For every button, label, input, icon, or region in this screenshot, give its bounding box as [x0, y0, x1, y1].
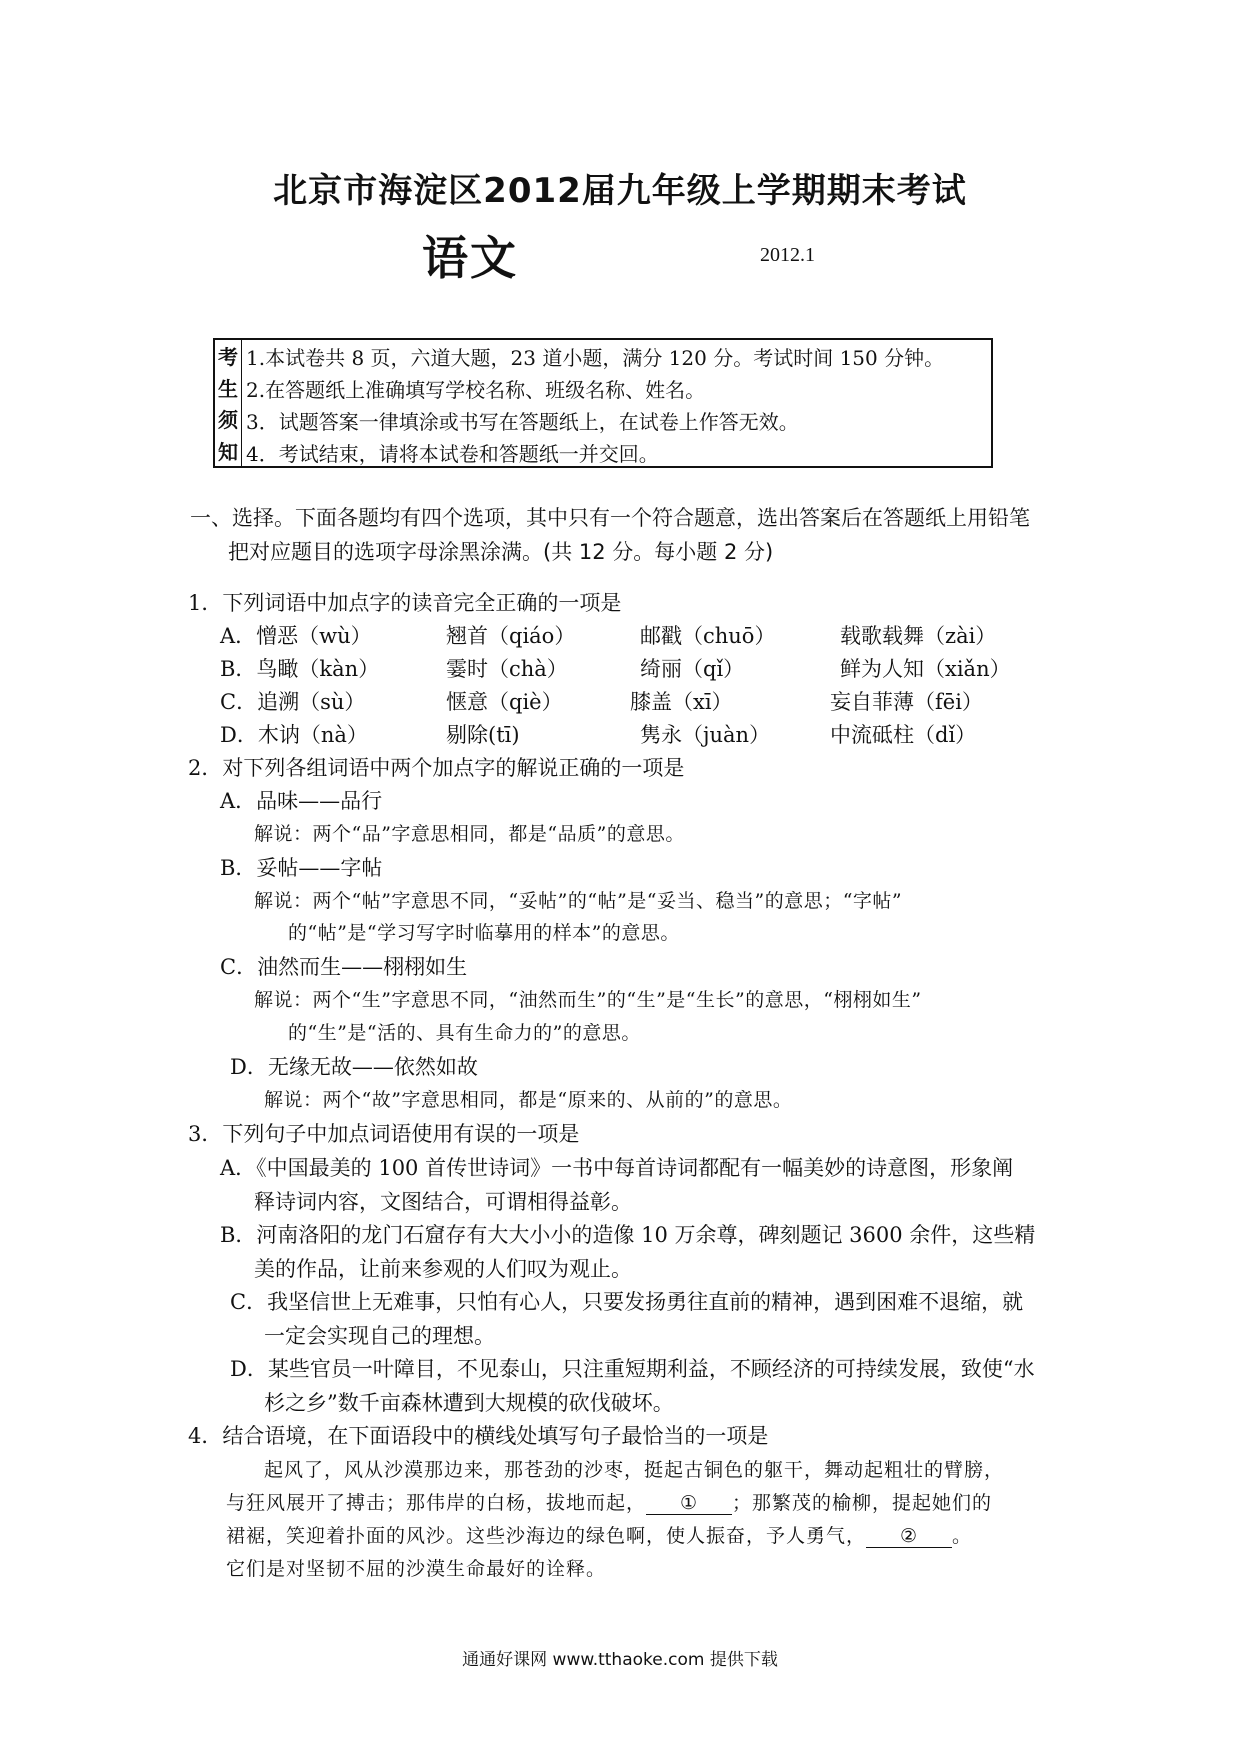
page-title: 北京市海淀区2012届九年级上学期期末考试 — [273, 171, 967, 211]
question-2-stem: 2．对下列各组词语中两个加点字的解说正确的一项是 — [188, 756, 685, 780]
notice-label-char: 考 — [218, 345, 238, 370]
question-3-stem: 3．下列句子中加点词语使用有误的一项是 — [188, 1122, 580, 1146]
q1-option: 霎时（chà） — [446, 657, 568, 681]
q4-passage-text: ；那繁茂的榆柳，提起她们的 — [732, 1492, 993, 1514]
q1-option: 膝盖（xī） — [630, 690, 733, 714]
q2-option-a: A．品味——品行 — [220, 789, 383, 813]
q1-option: C．追溯（sù） — [220, 690, 366, 714]
notice-item: 3．试题答案一律填涂或书写在答题纸上，在试卷上作答无效。 — [246, 410, 799, 434]
q4-passage-text: 。 — [952, 1525, 973, 1547]
q1-option: 妄自菲薄（fēi） — [830, 690, 983, 714]
q3-option-c: C．我坚信世上无难事，只怕有心人，只要发扬勇往直前的精神，遇到困难不退缩，就 — [230, 1290, 1024, 1314]
notice-item: 1.本试卷共 8 页，六道大题，23 道小题，满分 120 分。考试时间 150 分钟。 — [246, 346, 945, 370]
q2-explanation-cont: 的“帖”是“学习写字时临摹用的样本”的意思。 — [288, 922, 680, 944]
q2-explanation: 解说：两个“品”字意思相同，都是“品质”的意思。 — [254, 823, 685, 845]
q1-option: 翘首（qiáo） — [446, 624, 576, 648]
notice-label-char: 须 — [218, 408, 238, 433]
q1-option: 惬意（qiè） — [446, 690, 563, 714]
section-heading: 一、选择。下面各题均有四个选项，其中只有一个符合题意，选出答案后在答题纸上用铅笔 — [190, 506, 1030, 530]
q1-option: 中流砥柱（dǐ） — [830, 723, 977, 747]
q4-passage-text: 裙裾，笑迎着扑面的风沙。这些沙海边的绿色啊，使人振奋，予人勇气， — [226, 1525, 867, 1547]
q1-option: 载歌载舞（zài） — [840, 624, 997, 648]
q1-option: B．鸟瞰（kàn） — [220, 657, 380, 681]
notice-label-char: 生 — [218, 376, 238, 401]
section-heading-cont: 把对应题目的选项字母涂黑涂满。(共 12 分。每小题 2 分) — [228, 540, 774, 564]
q4-passage-line — [226, 1521, 972, 1548]
answer-blank-1: ① — [646, 1492, 732, 1515]
page-footer: 通通好课网 www.tthaoke.com 提供下载 — [462, 1650, 778, 1670]
notice-label-char: 知 — [218, 439, 238, 464]
q1-option: D．木讷（nà） — [220, 723, 368, 747]
question-4-stem: 4．结合语境，在下面语段中的横线处填写句子最恰当的一项是 — [188, 1424, 769, 1448]
q2-explanation-cont: 的“生”是“活的、具有生命力的”的意思。 — [288, 1022, 641, 1044]
q2-explanation: 解说：两个“故”字意思相同，都是“原来的、从前的”的意思。 — [264, 1089, 793, 1111]
q1-option: 剔除(tī) — [446, 723, 520, 747]
q3-option-d: D．某些官员一叶障目，不见泰山，只注重短期利益，不顾经济的可持续发展，致使“水 — [230, 1357, 1035, 1381]
notice-item: 4．考试结束，请将本试卷和答题纸一并交回。 — [246, 442, 659, 466]
q1-option: 绮丽（qǐ） — [640, 657, 745, 681]
q2-explanation: 解说：两个“生”字意思不同，“油然而生”的“生”是“生长”的意思，“栩栩如生” — [254, 989, 922, 1011]
q2-option-d: D．无缘无故——依然如故 — [230, 1055, 478, 1079]
question-1-stem: 1．下列词语中加点字的读音完全正确的一项是 — [188, 591, 622, 615]
subject-heading: 语文 — [422, 231, 518, 285]
answer-blank-2: ② — [866, 1525, 952, 1548]
q3-option-a: A．《中国最美的 100 首传世诗词》一书中每首诗词都配有一幅美妙的诗意图，形象阐 — [220, 1156, 1014, 1180]
q3-option-c-cont: 一定会实现自己的理想。 — [264, 1324, 495, 1348]
q4-passage-line: 它们是对坚韧不屈的沙漠生命最好的诠释。 — [226, 1558, 607, 1580]
q1-option: A．憎恶（wù） — [220, 624, 372, 648]
q2-option-b: B．妥帖——字帖 — [220, 856, 383, 880]
q3-option-a-cont: 释诗词内容，文图结合，可谓相得益彰。 — [254, 1190, 632, 1214]
notice-label — [215, 340, 242, 466]
q3-option-d-cont: 杉之乡”数千亩森林遭到大规模的砍伐破坏。 — [264, 1391, 674, 1415]
exam-notice-box — [213, 338, 993, 468]
q2-explanation: 解说：两个“帖”字意思不同，“妥帖”的“帖”是“妥当、稳当”的意思；“字帖” — [254, 890, 903, 912]
q2-option-c: C．油然而生——栩栩如生 — [220, 955, 468, 979]
notice-items — [242, 340, 991, 466]
q3-option-b-cont: 美的作品，让前来参观的人们叹为观止。 — [254, 1257, 632, 1281]
notice-item: 2.在答题纸上准确填写学校名称、班级名称、姓名。 — [246, 378, 706, 402]
q4-passage-line: 起风了，风从沙漠那边来，那苍劲的沙枣，挺起古铜色的躯干，舞动起粗壮的臂膀， — [264, 1459, 1005, 1481]
q4-passage-line — [226, 1488, 992, 1515]
q3-option-b: B．河南洛阳的龙门石窟存有大大小小的造像 10 万余尊，碑刻题记 3600 余件，这些精 — [220, 1223, 1036, 1247]
q4-passage-text: 与狂风展开了搏击；那伟岸的白杨，拔地而起， — [226, 1492, 647, 1514]
exam-date: 2012.1 — [760, 244, 815, 266]
q1-option: 邮戳（chuō） — [640, 624, 776, 648]
q1-option: 鲜为人知（xiǎn） — [840, 657, 1011, 681]
q1-option: 隽永（juàn） — [640, 723, 771, 747]
